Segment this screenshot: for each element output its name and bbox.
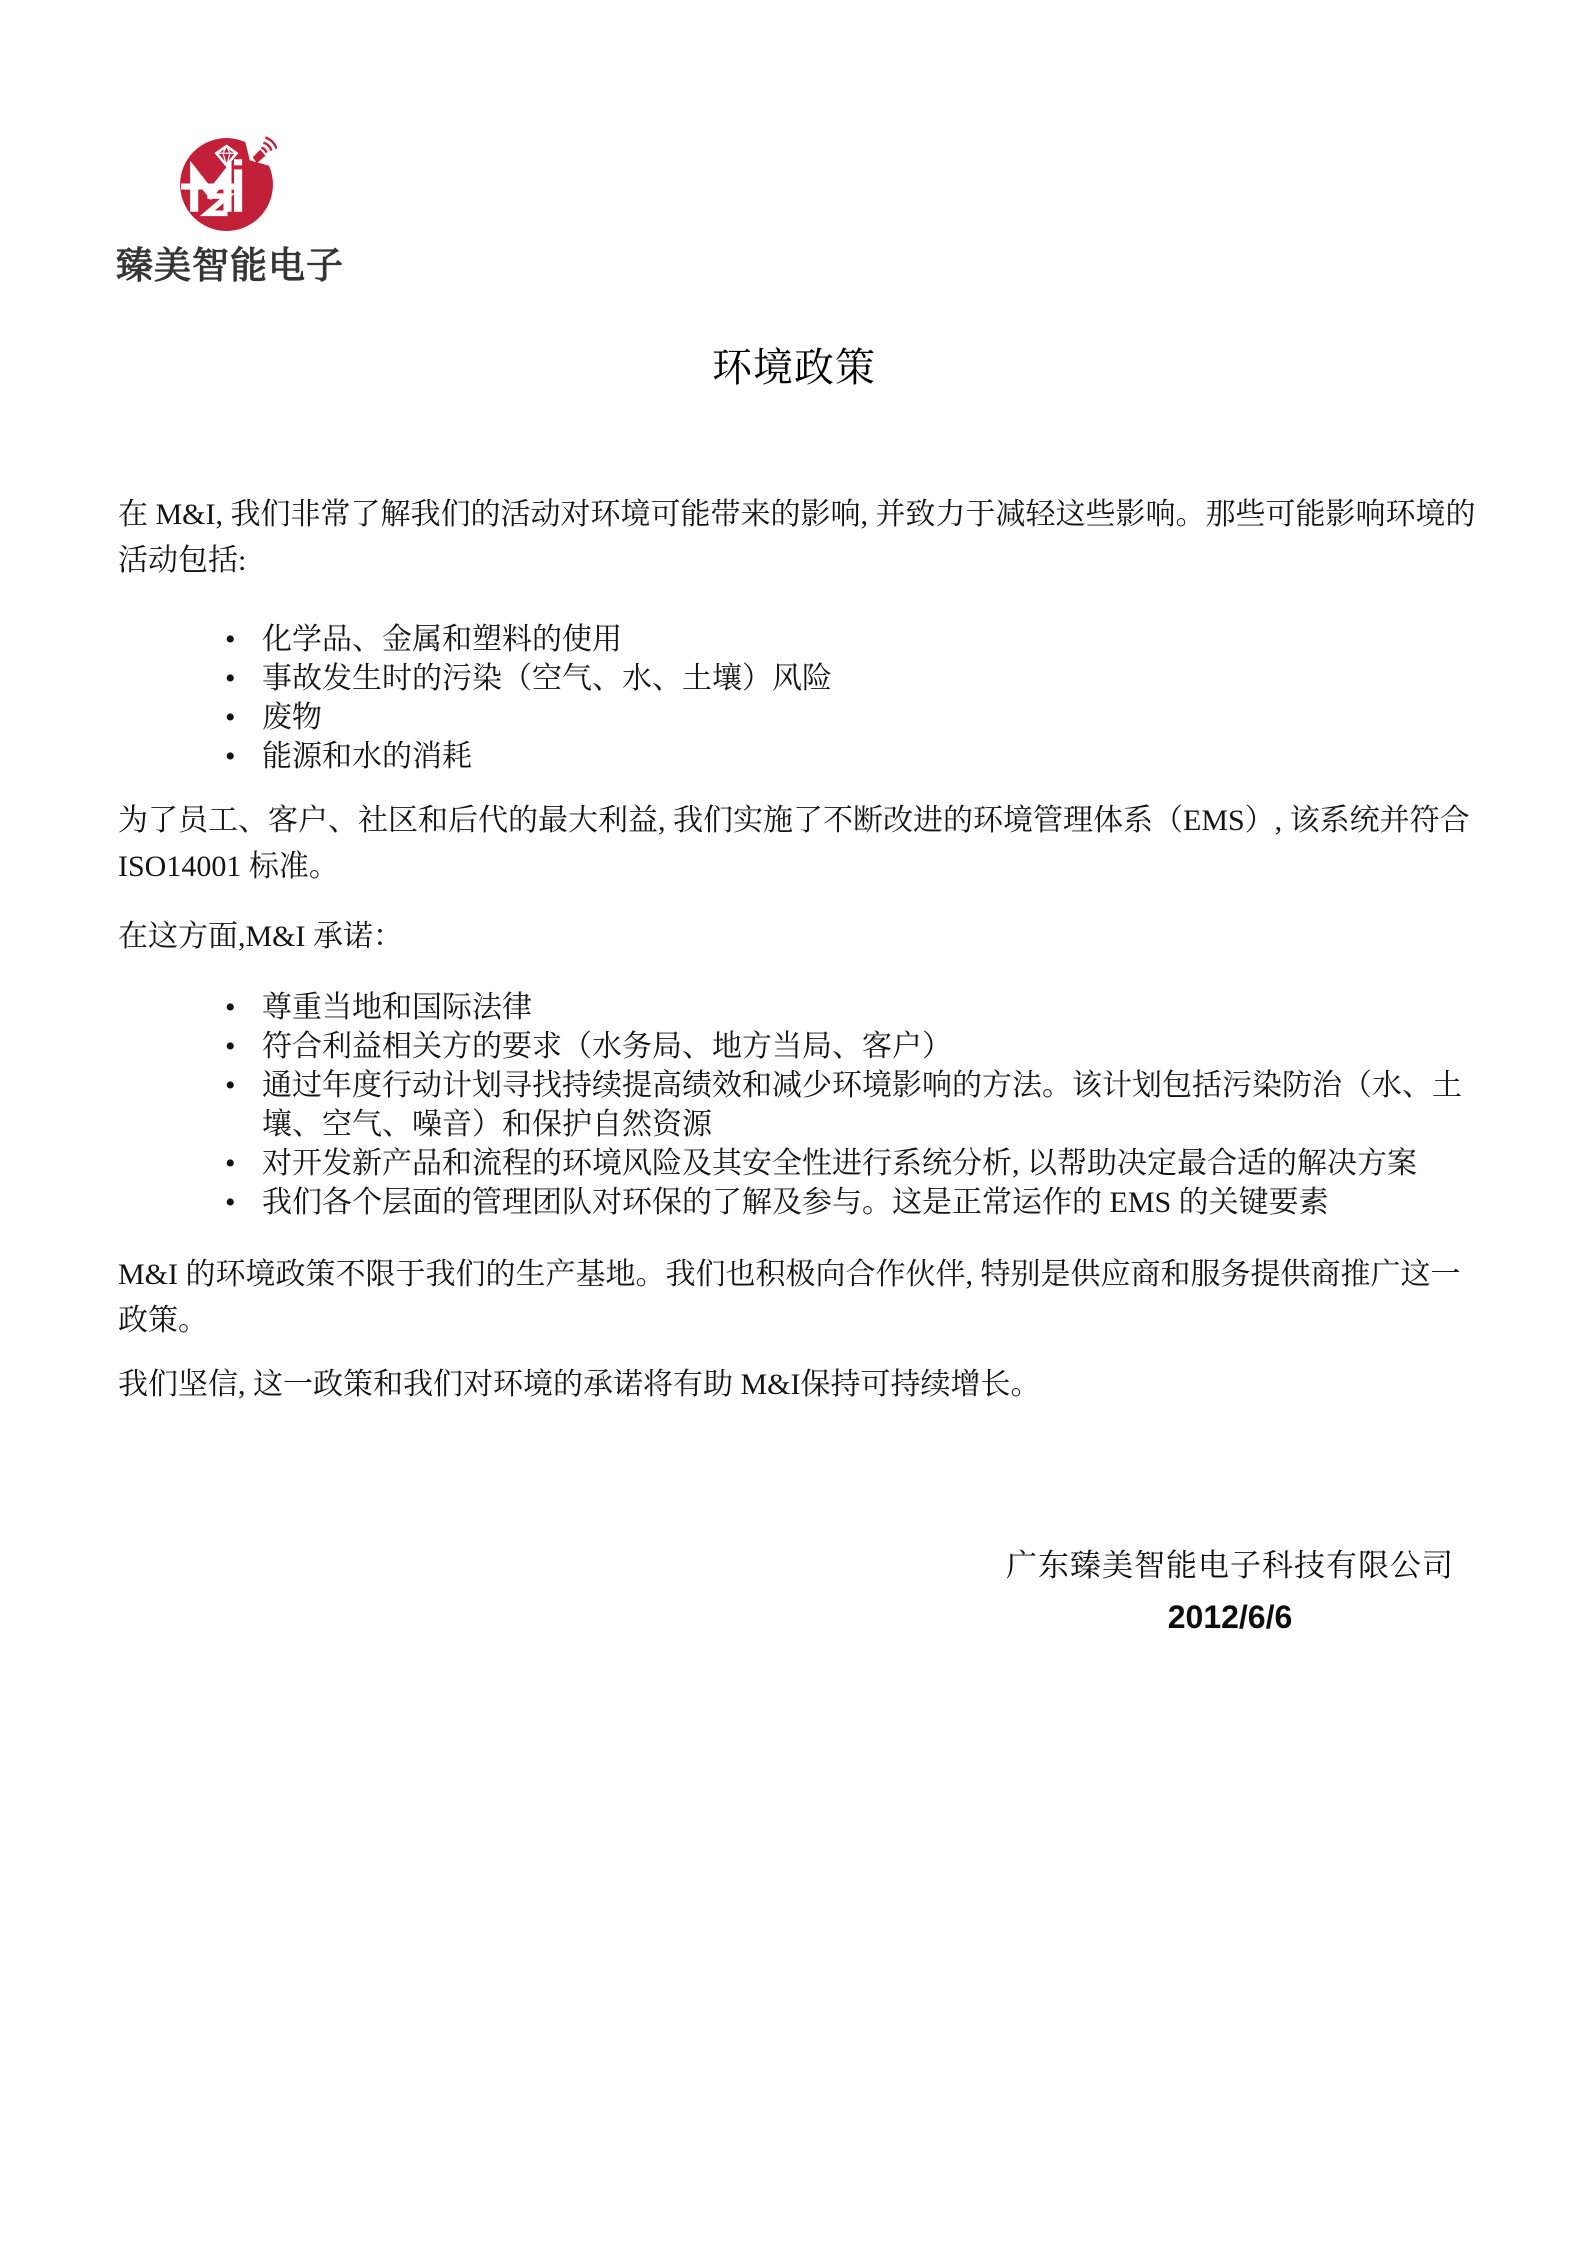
list-item: • 化学品、金属和塑料的使用	[118, 620, 1476, 659]
closing-paragraph: 我们坚信, 这一政策和我们对环境的承诺将有助 M&I保持可持续增长。	[118, 1368, 1041, 1401]
list-item: • 能源和水的消耗	[118, 737, 1476, 776]
list-item: • 对开发新产品和流程的环境风险及其安全性进行系统分析, 以帮助决定最合适的解决方案	[118, 1144, 1476, 1183]
list-item: • 事故发生时的污染（空气、水、土壤）风险	[118, 659, 1476, 698]
list-item: • 尊重当地和国际法律	[118, 988, 1476, 1027]
ems-paragraph: 为了员工、客户、社区和后代的最大利益, 我们实施了不断改进的环境管理体系（EMS）, 该系统并符合 ISO14001 标准。	[118, 804, 1470, 883]
environmental-impact-list	[118, 620, 1476, 776]
list-item: • 我们各个层面的管理团队对环保的了解及参与。这是正常运作的 EMS 的关键要素	[118, 1183, 1476, 1222]
signature-block	[1006, 1540, 1454, 1636]
company-short-name: 臻美智能电子	[116, 245, 344, 286]
intro-paragraph: 在 M&I, 我们非常了解我们的活动对环境可能带来的影响, 并致力于减轻这些影响。那些可能影响环境的活动包括:	[118, 498, 1476, 577]
signature-date: 2012/6/6	[1167, 1599, 1293, 1635]
scope-paragraph: M&I 的环境政策不限于我们的生产基地。我们也积极向合作伙伴, 特别是供应商和服务提供商推广这一政策。	[118, 1258, 1461, 1337]
list-item: • 符合利益相关方的要求（水务局、地方当局、客户）	[118, 1027, 1476, 1066]
commitment-list	[118, 988, 1476, 1222]
list-item: • 通过年度行动计划寻找持续提高绩效和减少环境影响的方法。该计划包括污染防治（水、土壤、空气、噪音）和保护自然资源	[118, 1066, 1476, 1144]
signature-company-name: 广东臻美智能电子科技有限公司	[1006, 1548, 1454, 1583]
commitment-lead-paragraph: 在这方面,M&I 承诺：	[118, 920, 403, 953]
document-body	[118, 0, 1476, 1408]
page-title: 环境政策	[712, 345, 876, 390]
list-item: • 废物	[118, 698, 1476, 737]
